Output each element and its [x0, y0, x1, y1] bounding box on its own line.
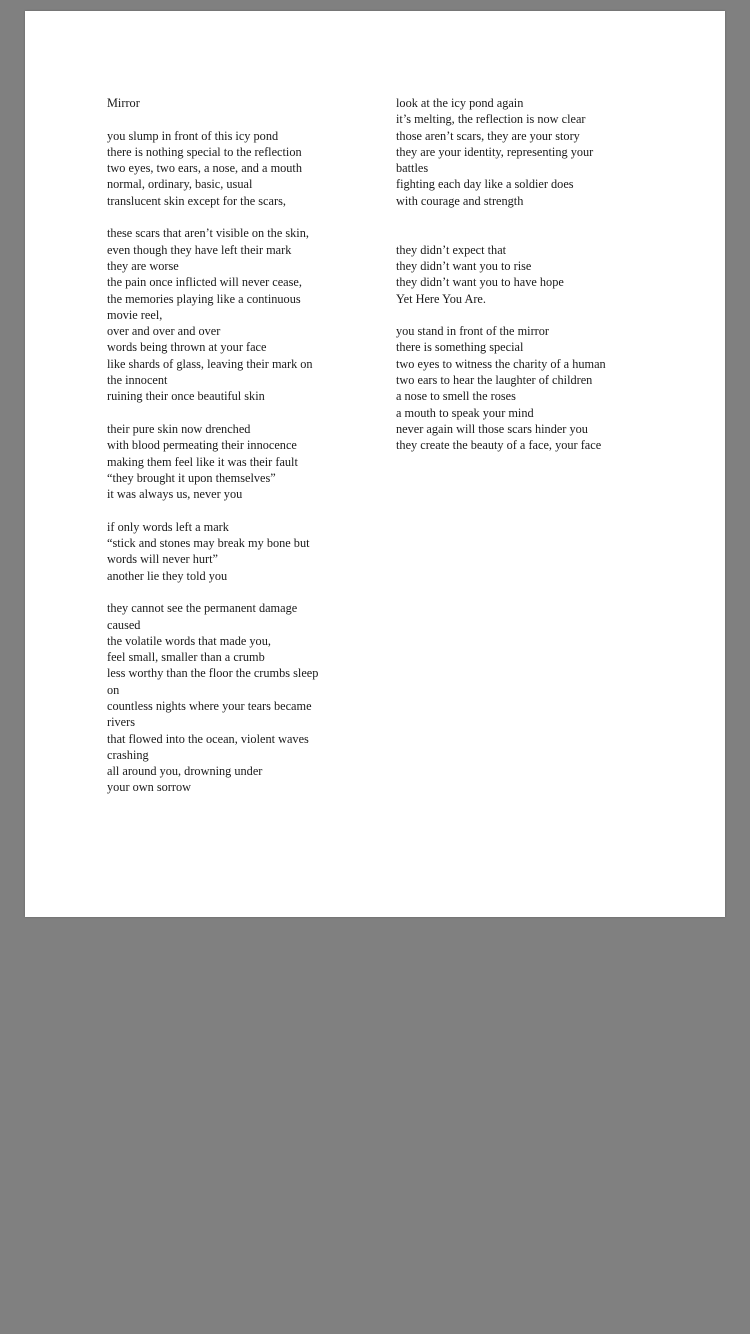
poem-line: crashing [107, 747, 149, 762]
poem-line: it’s melting, the reflection is now clear [396, 112, 586, 127]
poem-line: “they brought it upon themselves” [107, 470, 276, 485]
poem-line: the volatile words that made you, [107, 633, 271, 648]
poem-line: translucent skin except for the scars, [107, 193, 286, 208]
poem-line: less worthy than the floor the crumbs sleep [107, 666, 319, 681]
poem-line: words being thrown at your face [107, 340, 267, 355]
poem-line: another lie they told you [107, 568, 228, 583]
poem-line: these scars that aren’t visible on the skin, [107, 226, 309, 241]
poem-line [107, 405, 347, 421]
document-page [25, 11, 725, 917]
poem-line: movie reel, [107, 307, 163, 322]
poem-line: you slump in front of this icy pond [107, 128, 279, 143]
poem-line: never again will those scars hinder you [396, 421, 588, 436]
poem-line: there is something special [396, 340, 524, 355]
poem-line: two eyes to witness the charity of a human [396, 356, 606, 371]
poem-line: they are your identity, representing your [396, 144, 594, 159]
poem-line: two ears to hear the laughter of children [396, 373, 593, 388]
poem-line: making them feel like it was their fault [107, 454, 298, 469]
poem-line: the memories playing like a continuous [107, 291, 301, 306]
poem-line: battles [396, 161, 429, 176]
poem-line: even though they have left their mark [107, 242, 292, 257]
poem-line [107, 584, 347, 600]
poem-line: the innocent [107, 373, 168, 388]
poem-line: ruining their once beautiful skin [107, 389, 265, 404]
poem-line: look at the icy pond again [396, 96, 524, 110]
poem-line: rivers [107, 715, 135, 730]
poem-left-column [107, 95, 347, 796]
poem-line: on [107, 682, 120, 697]
poem-line [396, 225, 646, 241]
poem-line: words will never hurt” [107, 552, 218, 567]
poem-line: a nose to smell the roses [396, 389, 516, 404]
poem-line: you stand in front of the mirror [396, 324, 549, 339]
poem-line: all around you, drowning under [107, 764, 263, 779]
poem-line: if only words left a mark [107, 519, 229, 534]
poem-line: fighting each day like a soldier does [396, 177, 574, 192]
poem-right-column [396, 95, 646, 454]
poem-line: their pure skin now drenched [107, 421, 251, 436]
poem-line: they cannot see the permanent damage [107, 601, 298, 616]
poem-line [107, 111, 347, 127]
poem-line: a mouth to speak your mind [396, 405, 534, 420]
poem-line: they didn’t expect that [396, 242, 507, 257]
poem-line [107, 502, 347, 518]
poem-line [107, 209, 347, 225]
poem-title: Mirror [107, 96, 140, 110]
poem-line: caused [107, 617, 141, 632]
poem-line: they didn’t want you to have hope [396, 275, 564, 290]
poem-line: with blood permeating their innocence [107, 438, 297, 453]
poem-line: like shards of glass, leaving their mark on [107, 356, 313, 371]
poem-line [396, 209, 646, 225]
poem-line: they create the beauty of a face, your face [396, 438, 602, 453]
poem-line: they didn’t want you to rise [396, 258, 532, 273]
poem-line: two eyes, two ears, a nose, and a mouth [107, 161, 302, 176]
poem-line: your own sorrow [107, 780, 192, 795]
poem-line: the pain once inflicted will never cease, [107, 275, 302, 290]
poem-line: feel small, smaller than a crumb [107, 650, 265, 665]
poem-line: “stick and stones may break my bone but [107, 536, 310, 551]
poem-line: there is nothing special to the reflection [107, 144, 302, 159]
poem-line: over and over and over [107, 324, 221, 339]
poem-line: that flowed into the ocean, violent waves [107, 731, 309, 746]
poem-line: Yet Here You Are. [396, 291, 486, 306]
poem-line [396, 307, 646, 323]
poem-line: they are worse [107, 258, 179, 273]
poem-line: it was always us, never you [107, 487, 243, 502]
poem-line: countless nights where your tears became [107, 698, 312, 713]
poem-line: with courage and strength [396, 193, 524, 208]
poem-line: those aren’t scars, they are your story [396, 128, 580, 143]
poem-line: normal, ordinary, basic, usual [107, 177, 253, 192]
